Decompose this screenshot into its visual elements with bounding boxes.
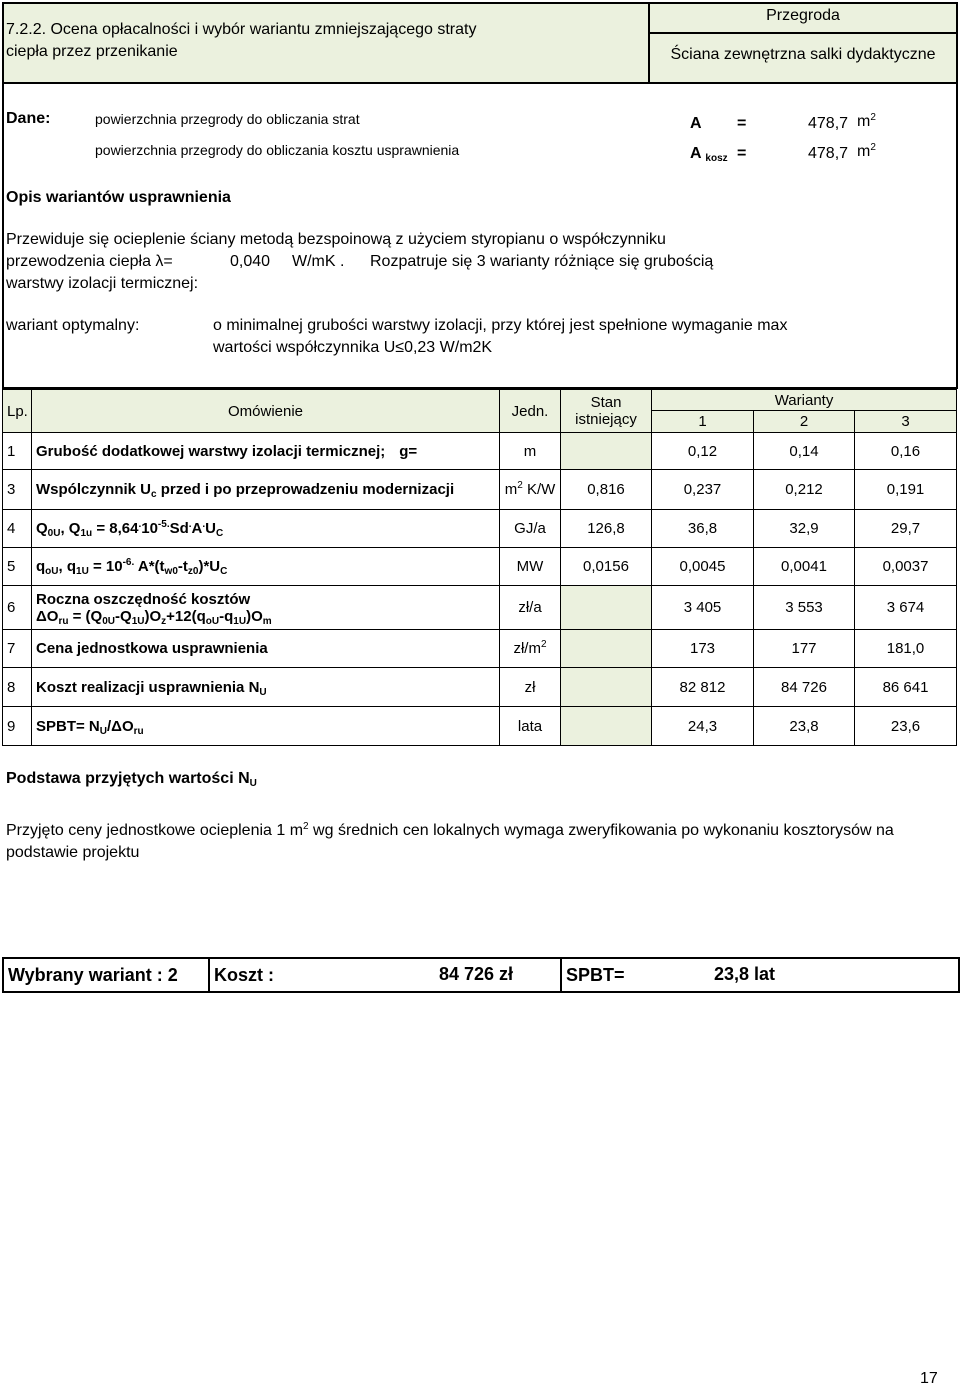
- dane-row2-eq: =: [737, 145, 747, 162]
- row-unit: $zł/m^2$: [500, 630, 561, 668]
- podstawa-text2: podstawie projektu: [6, 844, 140, 861]
- summary-koszt: Koszt : 84 726 zł: [209, 958, 561, 992]
- row-stan: 126,8: [561, 510, 652, 548]
- opis-line2-value: 0,040: [230, 253, 271, 270]
- row-desc: Grubość dodatkowej warstwy izolacji termicznej; g=: [32, 433, 500, 470]
- row-desc: $Q_{0U}$, $Q_{1u} = 8,64^.10^{-5.}Sd^.A^.U_C$: [32, 510, 500, 548]
- row-v1: 173: [652, 630, 754, 668]
- row-v2: 84 726: [754, 668, 855, 707]
- row-stan: [561, 707, 652, 746]
- row-v2: 0,212: [754, 470, 855, 510]
- row-lp: 7: [3, 630, 32, 668]
- row-v1: 0,237: [652, 470, 754, 510]
- row-stan: [561, 668, 652, 707]
- table-row: [3, 510, 957, 548]
- section-title-line1: 7.2.2. Ocena opłacalności i wybór wariantu zmniejszającego straty: [6, 21, 477, 38]
- header-jedn: Jedn.: [500, 390, 561, 433]
- row-lp: 4: [3, 510, 32, 548]
- header-warianty: Warianty: [652, 390, 957, 411]
- row-v1: 0,0045: [652, 548, 754, 586]
- przegroda-label: Przegroda: [766, 7, 840, 24]
- row-v2: 23,8: [754, 707, 855, 746]
- row-desc: Roczna oszczędność kosztów $\Delta O_{ru} = (Q_{0U}-Q_{1U})O_z+12(q_{oU}-q_{1U})O_m$: [32, 586, 500, 630]
- row-v3: 0,191: [855, 470, 957, 510]
- row-stan: [561, 586, 652, 630]
- optimal-label: wariant optymalny:: [6, 317, 140, 334]
- summary-spbt: SPBT= 23,8 lat: [561, 958, 959, 992]
- optimal-line1: o minimalnej grubości warstwy izolacji, przy której jest spełnione wymaganie max: [213, 317, 788, 334]
- table-row: [3, 668, 957, 707]
- page-number: 17: [920, 1370, 938, 1387]
- row-v3: 3 674: [855, 586, 957, 630]
- opis-line2-b: Rozpatruje się 3 warianty różniące się grubością: [370, 253, 714, 270]
- row-v3: 0,16: [855, 433, 957, 470]
- row-lp: 3: [3, 470, 32, 510]
- opis-line3: warstwy izolacji termicznej:: [6, 275, 199, 292]
- row-lp: 5: [3, 548, 32, 586]
- row-v1: 3 405: [652, 586, 754, 630]
- row-v2: 32,9: [754, 510, 855, 548]
- row-unit: zł/a: [500, 586, 561, 630]
- row-unit: GJ/a: [500, 510, 561, 548]
- optimal-line2: wartości współczynnika U≤0,23 W/m2K: [213, 339, 493, 356]
- table-header-row: [3, 390, 957, 411]
- row-v3: 0,0037: [855, 548, 957, 586]
- dane-row1-value: 478,7: [808, 115, 849, 132]
- dane-row1-eq: =: [737, 115, 747, 132]
- row-v1: 24,3: [652, 707, 754, 746]
- table-row: [3, 548, 957, 586]
- row-desc: Koszt realizacji usprawnienia $N_U$: [32, 668, 500, 707]
- row-lp: 1: [3, 433, 32, 470]
- dane-row2-symbol: A $_{kosz}$: [690, 145, 728, 164]
- table-row: [3, 707, 957, 746]
- row-unit: MW: [500, 548, 561, 586]
- row-stan: [561, 630, 652, 668]
- dane-row2-unit: $m^2$: [857, 142, 876, 160]
- row-stan: 0,816: [561, 470, 652, 510]
- row-desc: SPBT= $N_U/\Delta O_{ru}$: [32, 707, 500, 746]
- podstawa-title: Podstawa przyjętych wartości $N_U$: [6, 770, 257, 789]
- variants-table: [2, 389, 957, 746]
- summary-wariant: Wybrany wariant : 2: [3, 958, 209, 992]
- opis-line2-unit: W/mK .: [292, 253, 345, 270]
- row-v1: 0,12: [652, 433, 754, 470]
- row-v1: 82 812: [652, 668, 754, 707]
- header-variant-2: 2: [754, 411, 855, 433]
- section-title-line2: ciepła przez przenikanie: [6, 43, 178, 60]
- dane-label: Dane:: [6, 110, 51, 127]
- row-unit: $m^2$ K/W: [500, 470, 561, 510]
- header-omowienie: Omówienie: [32, 390, 500, 433]
- summary-table: [2, 957, 960, 993]
- row-stan: 0,0156: [561, 548, 652, 586]
- row-v3: 86 641: [855, 668, 957, 707]
- row-v3: 29,7: [855, 510, 957, 548]
- row-lp: 8: [3, 668, 32, 707]
- row-stan: [561, 433, 652, 470]
- row-v2: 3 553: [754, 586, 855, 630]
- table-row: [3, 433, 957, 470]
- dane-row1-desc: powierzchnia przegrody do obliczania strat: [95, 111, 360, 127]
- row-v2: 0,14: [754, 433, 855, 470]
- header-lp: Lp.: [3, 390, 32, 433]
- table-row: [3, 630, 957, 668]
- row-desc: Cena jednostkowa usprawnienia: [32, 630, 500, 668]
- opis-line2-a: przewodzenia ciepła λ=: [6, 253, 173, 270]
- table-row: [3, 470, 957, 510]
- row-v2: 177: [754, 630, 855, 668]
- row-desc: $q_{oU}$, $q_{1U} = 10^{-6.}$ $A*(t_{w0}-t_{z0})*U_C$: [32, 548, 500, 586]
- header-variant-3: 3: [855, 411, 957, 433]
- header-variant-1: 1: [652, 411, 754, 433]
- row-v3: 181,0: [855, 630, 957, 668]
- podstawa-text1: Przyjęto ceny jednostkowe ocieplenia 1 $m^2$ wg średnich cen lokalnych wymaga zweryfikowania po wykonaniu kosztorysów na: [6, 821, 894, 839]
- header-right-divider: [648, 32, 958, 34]
- row-unit: m: [500, 433, 561, 470]
- opis-line1: Przewiduje się ocieplenie ściany metodą bezspoinową z użyciem styropianu o współczynniku: [6, 231, 666, 248]
- row-desc: Wspólczynnik $U_c$ przed i po przeprowadzeniu modernizacji: [32, 470, 500, 510]
- dane-row1-unit: $m^2$: [857, 112, 876, 130]
- przegroda-value: Ściana zewnętrzna salki dydaktyczne: [670, 46, 936, 63]
- row-lp: 9: [3, 707, 32, 746]
- row-unit: lata: [500, 707, 561, 746]
- row-unit: zł: [500, 668, 561, 707]
- opis-title: Opis wariantów usprawnienia: [6, 189, 231, 206]
- header-stan: Stan istniejący: [561, 390, 652, 433]
- dane-row1-symbol: A: [690, 115, 702, 132]
- row-v2: 0,0041: [754, 548, 855, 586]
- row-lp: 6: [3, 586, 32, 630]
- row-v3: 23,6: [855, 707, 957, 746]
- dane-row2-value: 478,7: [808, 145, 849, 162]
- row-v1: 36,8: [652, 510, 754, 548]
- dane-row2-desc: powierzchnia przegrody do obliczania kosztu usprawnienia: [95, 142, 460, 158]
- table-row: [3, 586, 957, 630]
